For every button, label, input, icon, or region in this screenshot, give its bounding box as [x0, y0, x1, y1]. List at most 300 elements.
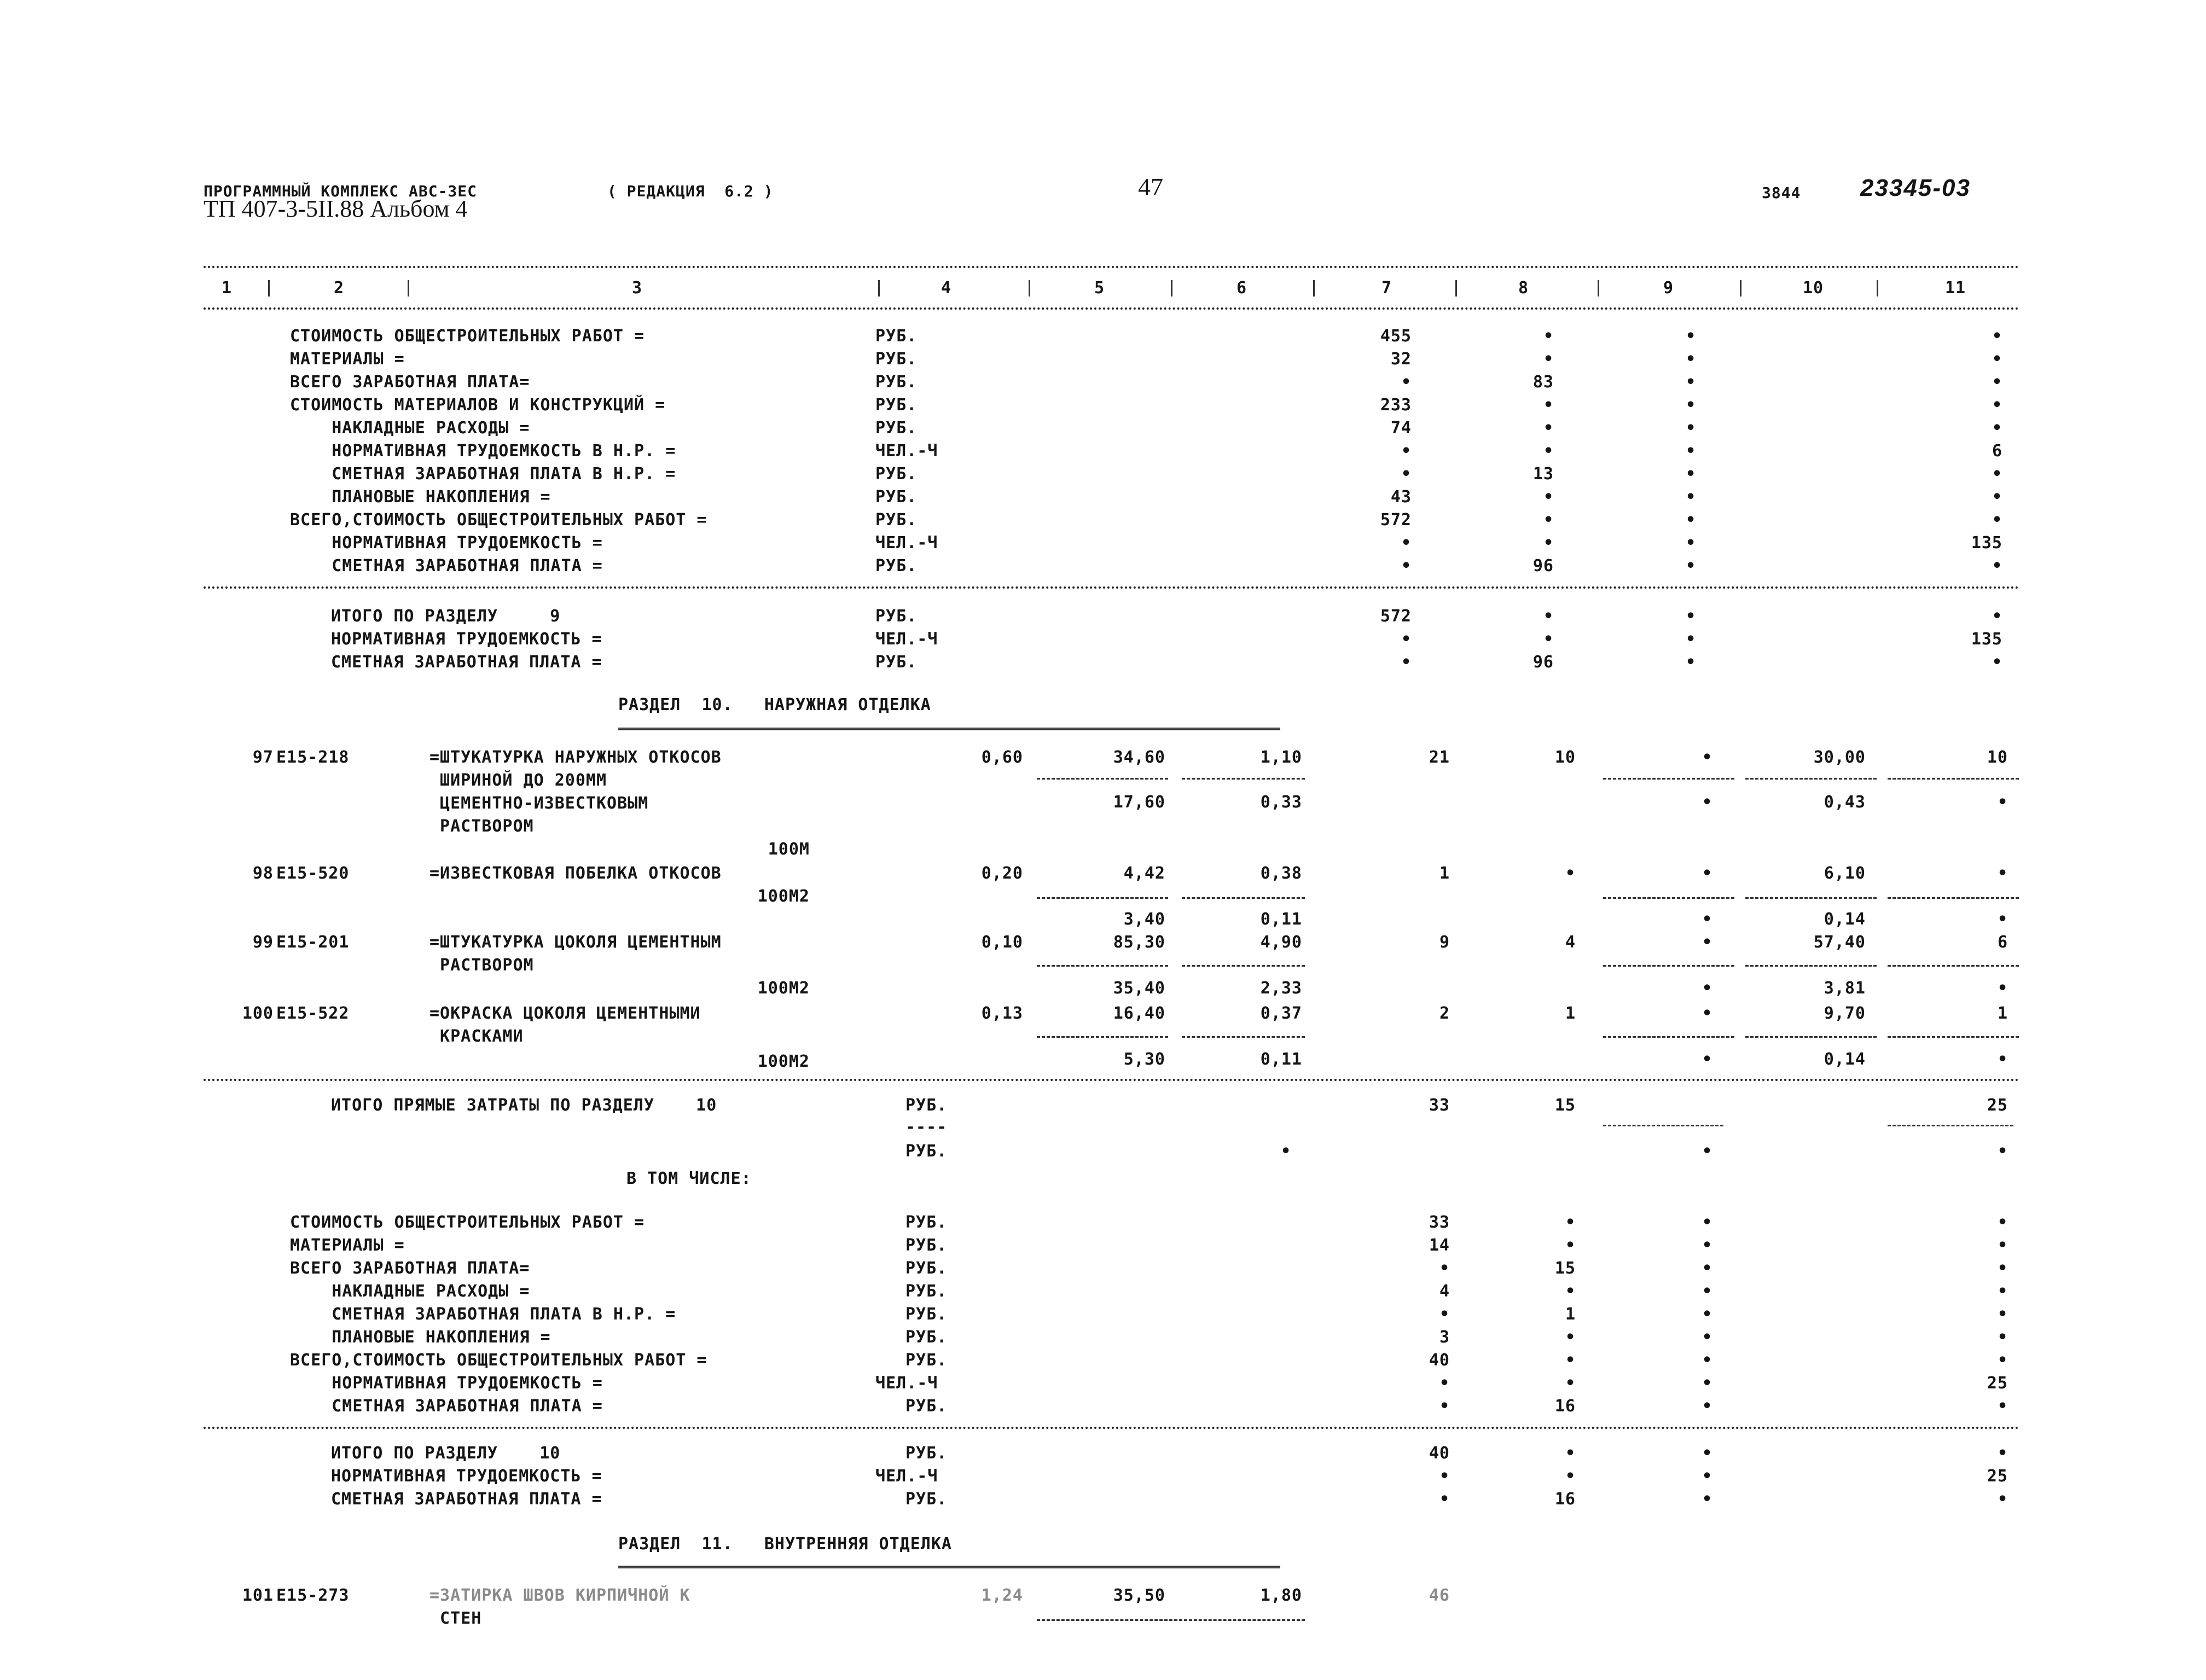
cell-col7: •: [1401, 533, 1412, 553]
row-unit: РУБ.: [905, 1328, 948, 1347]
item-col9b: •: [1702, 793, 1712, 812]
cell-col9: •: [1685, 418, 1696, 438]
column-divider: [408, 280, 409, 297]
registration-stamp: 23345-03: [1860, 175, 1971, 201]
cell-col11: •: [1997, 1397, 2008, 1416]
item-total-cost: 1: [1439, 864, 1450, 883]
direct-mark: •: [1280, 1142, 1291, 1161]
item-col9: •: [1702, 1004, 1712, 1023]
item-unit: 100М: [768, 840, 810, 859]
direct-col7: 33: [1429, 1096, 1450, 1115]
cell-col8: 1: [1565, 1305, 1576, 1324]
cell-col9: •: [1685, 533, 1696, 553]
item-description: =ШТУКАТУРКА ЦОКОЛЯ ЦЕМЕНТНЫМ: [429, 933, 722, 952]
cell-col8: 15: [1554, 1259, 1576, 1278]
cell-col8: •: [1565, 1282, 1576, 1301]
cell-dash: [1888, 965, 2019, 967]
item-description: РАСТВОРОМ: [429, 817, 534, 836]
column-divider: [878, 280, 880, 297]
document-code: 3844: [1762, 184, 1801, 202]
cell-col9: •: [1702, 1397, 1712, 1416]
item-unit-wage: 0,37: [1260, 1004, 1302, 1023]
cell-col7: 14: [1429, 1236, 1450, 1255]
total-label: ИТОГО ПО РАЗДЕЛУ 10: [331, 1444, 561, 1463]
total-col11: •: [1992, 607, 2002, 626]
cell-col9: •: [1685, 327, 1696, 346]
column-divider: [1740, 280, 1741, 297]
column-header: 7: [1381, 278, 1392, 298]
item-total-wage: 4: [1565, 933, 1576, 952]
cell-col8: 83: [1532, 373, 1554, 392]
item-col9b: •: [1702, 1050, 1712, 1069]
row-unit: РУБ.: [875, 350, 918, 369]
cell-dash: [1037, 1619, 1305, 1621]
total-col9: •: [1685, 607, 1696, 626]
row-label: СМЕТНАЯ ЗАРАБОТНАЯ ПЛАТА В Н.Р. =: [290, 464, 676, 484]
cell-col8: •: [1565, 1213, 1576, 1232]
cell-dash: [1037, 897, 1168, 899]
total-col7: 572: [1380, 607, 1412, 626]
cell-col9: •: [1702, 1374, 1712, 1393]
total-col11: •: [1997, 1490, 2008, 1509]
item-machines: 3,40: [1123, 910, 1165, 929]
total-col9: •: [1702, 1467, 1712, 1486]
direct-costs-label: ИТОГО ПРЯМЫЕ ЗАТРАТЫ ПО РАЗДЕЛУ 10: [331, 1096, 717, 1115]
total-unit: РУБ.: [905, 1490, 948, 1509]
row-label: ПЛАНОВЫЕ НАКОПЛЕНИЯ =: [290, 487, 551, 507]
item-code: Е15-522: [276, 1004, 350, 1023]
cell-col9: •: [1702, 1328, 1712, 1347]
cell-col8: •: [1565, 1374, 1576, 1393]
cell-col11: •: [1992, 487, 2002, 507]
cell-col11: •: [1997, 1213, 2008, 1232]
row-unit: РУБ.: [905, 1236, 948, 1255]
direct-col11b: •: [1997, 1142, 2008, 1161]
section-title-underline: [618, 728, 1280, 730]
row-unit: РУБ.: [875, 510, 918, 530]
direct-col11: 25: [1987, 1096, 2008, 1115]
item-machine-wage: 0,11: [1260, 910, 1302, 929]
item-machine-wage: 0,33: [1260, 793, 1302, 812]
row-unit: РУБ.: [875, 373, 918, 392]
item-total-cost: 21: [1429, 748, 1450, 767]
cell-dash: [1745, 1036, 1877, 1038]
cell-col8: •: [1543, 418, 1554, 438]
total-label: ИТОГО ПО РАЗДЕЛУ 9: [331, 607, 561, 626]
cell-col7: 3: [1439, 1328, 1450, 1347]
row-label: ПЛАНОВЫЕ НАКОПЛЕНИЯ =: [290, 1328, 551, 1347]
column-header: 6: [1236, 278, 1247, 298]
row-unit: РУБ.: [875, 487, 918, 507]
row-label: СТОИМОСТЬ ОБЩЕСТРОИТЕЛЬНЫХ РАБОТ =: [290, 327, 645, 346]
cell-dash: [1603, 897, 1734, 899]
total-col9: •: [1702, 1490, 1712, 1509]
column-header: 10: [1803, 278, 1824, 298]
cell-col7: •: [1439, 1397, 1450, 1416]
cell-col11: •: [1992, 556, 2002, 575]
item-col11: 10: [1987, 748, 2008, 767]
cell-col7: •: [1401, 556, 1412, 575]
total-col9: •: [1685, 630, 1696, 649]
cell-col11: •: [1997, 1236, 2008, 1255]
item-machine-wage: 2,33: [1260, 979, 1302, 998]
row-label: МАТЕРИАЛЫ =: [290, 350, 405, 369]
cell-col7: •: [1439, 1374, 1450, 1393]
total-col7: •: [1439, 1467, 1450, 1486]
column-divider: [1455, 280, 1457, 297]
column-divider: [1313, 280, 1315, 297]
item-unit-wage: 1,80: [1260, 1586, 1302, 1605]
row-unit: ЧЕЛ.-Ч: [875, 1374, 938, 1393]
cell-col7: •: [1401, 373, 1412, 392]
total-col11: •: [1997, 1444, 2008, 1463]
cell-col11: •: [1992, 464, 2002, 484]
item-unit-wage: 4,90: [1260, 933, 1302, 952]
total-col8: •: [1565, 1444, 1576, 1463]
cell-col8: •: [1565, 1236, 1576, 1255]
item-code: Е15-201: [276, 933, 350, 952]
item-number: 101: [242, 1586, 274, 1605]
total-unit: РУБ.: [905, 1444, 948, 1463]
item-unit: 100М2: [757, 1052, 810, 1071]
item-unit-cost: 16,40: [1113, 1004, 1165, 1023]
column-header: 5: [1094, 278, 1105, 298]
item-unit-wage: 1,10: [1260, 748, 1302, 767]
cell-col8: •: [1565, 1351, 1576, 1370]
cell-col9: •: [1702, 1282, 1712, 1301]
cell-col11: •: [1997, 1282, 2008, 1301]
direct-col8: 15: [1554, 1096, 1576, 1115]
row-label: НАКЛАДНЫЕ РАСХОДЫ =: [290, 1282, 530, 1301]
item-col11b: •: [1997, 1050, 2008, 1069]
item-total-cost: 46: [1429, 1586, 1450, 1605]
total-label: НОРМАТИВНАЯ ТРУДОЕМКОСТЬ =: [331, 630, 602, 649]
item-quantity: 0,13: [981, 1004, 1023, 1023]
cell-col11: •: [1997, 1328, 2008, 1347]
item-machines: 35,40: [1113, 979, 1165, 998]
cell-dash: [1603, 1125, 1723, 1126]
row-label: МАТЕРИАЛЫ =: [290, 1236, 405, 1255]
header-bottom-rule: [204, 307, 2020, 310]
item-total-wage: •: [1565, 864, 1576, 883]
cell-col8: •: [1543, 441, 1554, 461]
item-total-cost: 9: [1439, 933, 1450, 952]
row-unit: РУБ.: [905, 1282, 948, 1301]
cell-dash: [1603, 778, 1734, 780]
cell-col7: 43: [1390, 487, 1412, 507]
cell-col9: •: [1685, 556, 1696, 575]
item-machines: 17,60: [1113, 793, 1165, 812]
column-divider: [1171, 280, 1172, 297]
cell-col7: 74: [1390, 418, 1412, 438]
cell-col9: •: [1702, 1351, 1712, 1370]
cell-col11: •: [1992, 418, 2002, 438]
cell-col8: •: [1543, 533, 1554, 553]
row-unit: ЧЕЛ.-Ч: [875, 533, 938, 553]
subtotal-rule: [204, 586, 2020, 589]
item-col11: 6: [1997, 933, 2008, 952]
item-unit-cost: 34,60: [1113, 748, 1165, 767]
row-unit: РУБ.: [875, 464, 918, 484]
total-col9: •: [1702, 1444, 1712, 1463]
row-unit: ЧЕЛ.-Ч: [875, 441, 938, 461]
item-col11b: •: [1997, 979, 2008, 998]
item-col11: 1: [1997, 1004, 2008, 1023]
item-col10b: 3,81: [1824, 979, 1866, 998]
program-name: ПРОГРАММНЫЙ КОМПЛЕКС АВС-3ЕС: [204, 182, 478, 200]
row-label: ВСЕГО,СТОИМОСТЬ ОБЩЕСТРОИТЕЛЬНЫХ РАБОТ =: [290, 1351, 707, 1370]
cell-col8: •: [1543, 327, 1554, 346]
row-label: СМЕТНАЯ ЗАРАБОТНАЯ ПЛАТА =: [290, 556, 603, 575]
cell-col8: •: [1543, 350, 1554, 369]
cell-col11: 135: [1971, 533, 2002, 553]
item-col10: 6,10: [1824, 864, 1866, 883]
cell-col11: •: [1992, 350, 2002, 369]
subtotal-rule: [204, 1427, 2020, 1429]
column-header: 9: [1663, 278, 1674, 298]
column-header: 2: [334, 278, 345, 298]
cell-col11: •: [1997, 1351, 2008, 1370]
edition: ( РЕДАКЦИЯ 6.2 ): [607, 182, 774, 200]
cell-col7: •: [1401, 441, 1412, 461]
item-unit-cost: 35,50: [1113, 1586, 1165, 1605]
cell-dash: [1037, 965, 1168, 967]
item-quantity: 0,10: [981, 933, 1023, 952]
item-col10b: 0,14: [1824, 1050, 1866, 1069]
including-heading: В ТОМ ЧИСЛЕ:: [626, 1169, 752, 1188]
cell-dash: [1182, 778, 1305, 780]
cell-col8: •: [1543, 396, 1554, 415]
total-col7: •: [1401, 630, 1412, 649]
row-label: ВСЕГО,СТОИМОСТЬ ОБЩЕСТРОИТЕЛЬНЫХ РАБОТ =: [290, 510, 707, 530]
total-unit: ЧЕЛ.-Ч: [875, 630, 938, 649]
item-description: =ШТУКАТУРКА НАРУЖНЫХ ОТКОСОВ: [429, 748, 722, 767]
total-label: СМЕТНАЯ ЗАРАБОТНАЯ ПЛАТА =: [331, 653, 602, 672]
cell-col7: 572: [1380, 510, 1412, 530]
item-col9b: •: [1702, 910, 1712, 929]
row-label: НОРМАТИВНАЯ ТРУДОЕМКОСТЬ В Н.Р. =: [290, 441, 676, 461]
row-unit: РУБ.: [875, 556, 918, 575]
item-quantity: 1,24: [981, 1586, 1023, 1605]
cell-col8: 16: [1554, 1397, 1576, 1416]
item-description: РАСТВОРОМ: [429, 956, 534, 975]
row-label: СМЕТНАЯ ЗАРАБОТНАЯ ПЛАТА В Н.Р. =: [290, 1305, 676, 1324]
total-col8: •: [1565, 1467, 1576, 1486]
row-unit: РУБ.: [905, 1305, 948, 1324]
cell-col9: •: [1702, 1259, 1712, 1278]
row-label: НОРМАТИВНАЯ ТРУДОЕМКОСТЬ =: [290, 533, 603, 553]
total-col7: •: [1439, 1490, 1450, 1509]
cell-col9: •: [1702, 1213, 1712, 1232]
cell-col7: 233: [1380, 396, 1412, 415]
item-description: =ЗАТИРКА ШВОВ КИРПИЧНОЙ К: [429, 1586, 690, 1605]
total-col11: •: [1992, 653, 2002, 672]
cell-col7: 33: [1429, 1213, 1450, 1232]
column-divider: [1877, 280, 1878, 297]
cell-col8: •: [1543, 510, 1554, 530]
row-label: СМЕТНАЯ ЗАРАБОТНАЯ ПЛАТА =: [290, 1397, 603, 1416]
cell-col7: 32: [1390, 350, 1412, 369]
item-col10b: 0,14: [1824, 910, 1866, 929]
cell-dash: [1888, 897, 2019, 899]
total-col11: 25: [1987, 1467, 2008, 1486]
column-divider: [1029, 280, 1030, 297]
cell-col11: 6: [1992, 441, 2002, 461]
cell-dash: [1888, 778, 2019, 780]
item-col10b: 0,43: [1824, 793, 1866, 812]
item-number: 100: [242, 1004, 274, 1023]
row-unit: РУБ.: [905, 1351, 948, 1370]
item-description: ЦЕМЕНТНО-ИЗВЕСТКОВЫМ: [429, 794, 649, 813]
row-label: СТОИМОСТЬ МАТЕРИАЛОВ И КОНСТРУКЦИЙ =: [290, 396, 666, 415]
item-col9b: •: [1702, 979, 1712, 998]
item-description: КРАСКАМИ: [429, 1027, 524, 1046]
item-unit-cost: 4,42: [1123, 864, 1165, 883]
item-col11b: •: [1997, 910, 2008, 929]
cell-dash: [1182, 897, 1305, 899]
section-title-underline: [618, 1566, 1280, 1568]
total-label: НОРМАТИВНАЯ ТРУДОЕМКОСТЬ =: [331, 1467, 602, 1486]
cell-col8: 13: [1532, 464, 1554, 484]
total-col11: 135: [1971, 630, 2002, 649]
column-divider: [1598, 280, 1599, 297]
cell-dash: [1888, 1036, 2019, 1038]
cell-dash: [1745, 965, 1877, 967]
row-unit: РУБ.: [875, 396, 918, 415]
cell-col9: •: [1685, 350, 1696, 369]
cell-col11: •: [1992, 396, 2002, 415]
item-col11b: •: [1997, 793, 2008, 812]
item-unit: 100М2: [757, 979, 810, 998]
table-top-rule: [204, 266, 2020, 268]
item-number: 99: [252, 933, 274, 952]
item-col10: 30,00: [1813, 748, 1866, 767]
cell-dash: [1603, 965, 1734, 967]
cell-col9: •: [1685, 373, 1696, 392]
cell-col7: 455: [1380, 327, 1412, 346]
item-number: 98: [252, 864, 274, 883]
cell-col11: •: [1992, 510, 2002, 530]
column-header: 11: [1945, 278, 1966, 298]
cell-dash: [1745, 897, 1877, 899]
column-header: 1: [222, 278, 233, 298]
item-quantity: 0,60: [981, 748, 1023, 767]
row-unit: РУБ.: [905, 1213, 948, 1232]
cell-col11: •: [1997, 1305, 2008, 1324]
cell-col9: •: [1685, 441, 1696, 461]
cell-col11: •: [1992, 327, 2002, 346]
total-col8: 96: [1532, 653, 1554, 672]
total-unit: РУБ.: [875, 653, 918, 672]
item-machine-wage: 0,11: [1260, 1050, 1302, 1069]
direct-costs-unit: РУБ.: [905, 1142, 948, 1161]
item-number: 97: [252, 748, 274, 767]
column-header: 3: [632, 278, 643, 298]
total-unit: РУБ.: [875, 607, 918, 626]
row-label: ВСЕГО ЗАРАБОТНАЯ ПЛАТА=: [290, 373, 530, 392]
column-header: 4: [941, 278, 952, 298]
row-label: СТОИМОСТЬ ОБЩЕСТРОИТЕЛЬНЫХ РАБОТ =: [290, 1213, 645, 1232]
cell-col11: 25: [1987, 1374, 2008, 1393]
row-unit: РУБ.: [875, 327, 918, 346]
cell-col11: •: [1997, 1259, 2008, 1278]
cell-col9: •: [1685, 396, 1696, 415]
item-code: Е15-218: [276, 748, 350, 767]
item-unit-cost: 85,30: [1113, 933, 1165, 952]
row-label: НОРМАТИВНАЯ ТРУДОЕМКОСТЬ =: [290, 1374, 603, 1393]
item-code: Е15-520: [276, 864, 350, 883]
cell-dash: [1888, 1125, 2013, 1126]
row-unit: РУБ.: [905, 1397, 948, 1416]
direct-costs-unit: РУБ.: [905, 1096, 948, 1115]
items-bottom-rule: [204, 1079, 2020, 1081]
column-divider: [268, 280, 270, 297]
page-number: 47: [1138, 173, 1163, 201]
item-col9: •: [1702, 933, 1712, 952]
cell-col7: •: [1439, 1305, 1450, 1324]
total-col7: 40: [1429, 1444, 1450, 1463]
cell-col7: 40: [1429, 1351, 1450, 1370]
cell-dash: [1037, 1036, 1168, 1038]
cell-col11: •: [1992, 373, 2002, 392]
item-description: СТЕН: [429, 1609, 482, 1628]
cell-col8: •: [1565, 1328, 1576, 1347]
section-10-title: РАЗДЕЛ 10. НАРУЖНАЯ ОТДЕЛКА: [618, 695, 931, 714]
item-total-wage: 10: [1554, 748, 1576, 767]
cell-col8: 96: [1532, 556, 1554, 575]
cell-dash: [1745, 778, 1877, 780]
total-unit: ЧЕЛ.-Ч: [875, 1467, 938, 1486]
item-code: Е15-273: [276, 1586, 350, 1605]
item-machines: 5,30: [1123, 1050, 1165, 1069]
row-unit: РУБ.: [875, 418, 918, 438]
column-header: 8: [1518, 278, 1529, 298]
total-col8: •: [1543, 630, 1554, 649]
item-quantity: 0,20: [981, 864, 1023, 883]
row-unit: РУБ.: [905, 1259, 948, 1278]
cell-col9: •: [1685, 510, 1696, 530]
cell-col9: •: [1702, 1236, 1712, 1255]
direct-col9b: •: [1702, 1142, 1712, 1161]
item-description: ШИРИНОЙ ДО 200ММ: [429, 771, 607, 790]
cell-dash: [1037, 778, 1168, 780]
cell-col9: •: [1685, 464, 1696, 484]
direct-costs-separator: ----: [905, 1118, 948, 1137]
row-label: НАКЛАДНЫЕ РАСХОДЫ =: [290, 418, 530, 438]
cell-dash: [1182, 1036, 1305, 1038]
item-col10: 57,40: [1813, 933, 1866, 952]
cell-col9: •: [1702, 1305, 1712, 1324]
item-total-cost: 2: [1439, 1004, 1450, 1023]
row-label: ВСЕГО ЗАРАБОТНАЯ ПЛАТА=: [290, 1259, 530, 1278]
item-col9: •: [1702, 748, 1712, 767]
item-col11: •: [1997, 864, 2008, 883]
cell-dash: [1182, 965, 1305, 967]
item-col10: 9,70: [1824, 1004, 1866, 1023]
total-col8: •: [1543, 607, 1554, 626]
item-col9: •: [1702, 864, 1712, 883]
item-total-wage: 1: [1565, 1004, 1576, 1023]
item-unit: 100М2: [757, 887, 810, 906]
section-11-title: РАЗДЕЛ 11. ВНУТРЕННЯЯ ОТДЕЛКА: [618, 1534, 952, 1554]
total-label: СМЕТНАЯ ЗАРАБОТНАЯ ПЛАТА =: [331, 1490, 602, 1509]
item-description: =ИЗВЕСТКОВАЯ ПОБЕЛКА ОТКОСОВ: [429, 864, 722, 883]
total-col8: 16: [1554, 1490, 1576, 1509]
item-description: =ОКРАСКА ЦОКОЛЯ ЦЕМЕНТНЫМИ: [429, 1004, 701, 1023]
cell-dash: [1603, 1036, 1734, 1038]
total-col7: •: [1401, 653, 1412, 672]
total-col9: •: [1685, 653, 1696, 672]
